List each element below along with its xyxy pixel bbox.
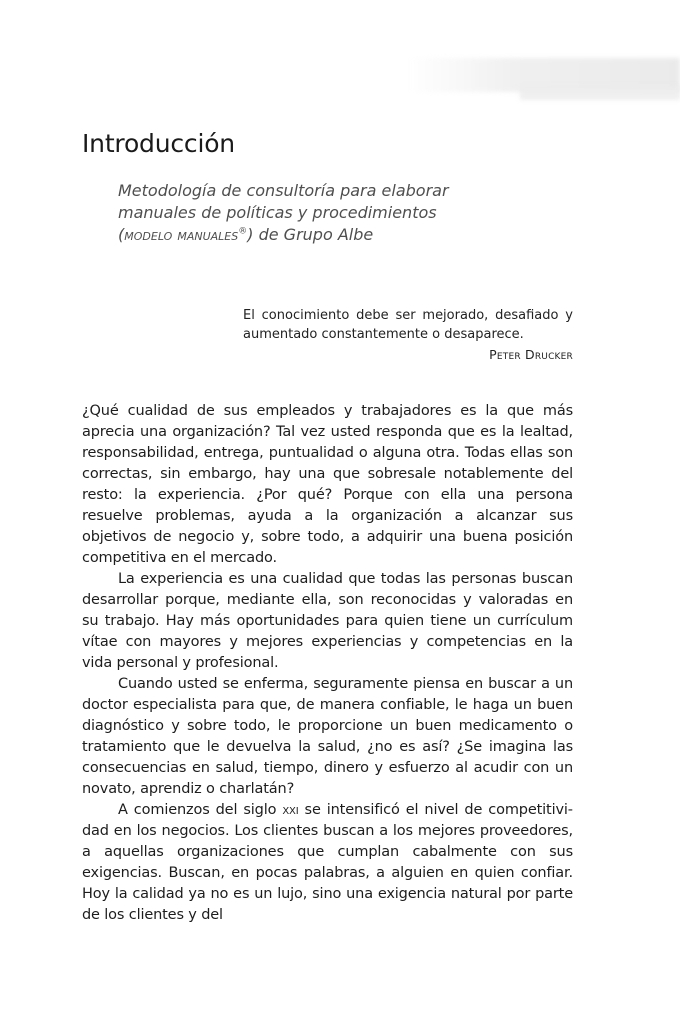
epigraph-quote: El conocimiento debe ser mejorado, desafiado y aumentado constantemente o desaparece. [243, 308, 573, 342]
chapter-title: Introducción [82, 129, 235, 158]
subtitle-line-1: Metodología de consultoría para elaborar [118, 181, 449, 200]
paragraph-4 [82, 800, 573, 926]
body-text [82, 401, 573, 926]
chapter-subtitle [118, 180, 518, 246]
century-numeral: xxi [282, 802, 299, 818]
paragraph-4-start: A comienzos del siglo [118, 802, 283, 818]
epigraph [243, 306, 573, 364]
subtitle-open-paren: ( [118, 225, 125, 244]
registered-mark: ® [238, 226, 248, 237]
epigraph-author: Peter Drucker [489, 347, 573, 362]
subtitle-model-name: modelo manuales [124, 225, 239, 244]
subtitle-line-3-rest: ) de Grupo Albe [247, 225, 374, 244]
subtitle-line-3 [118, 224, 518, 246]
paragraph-3: Cuando usted se enferma, seguramente piensa en buscar a un doctor especialista para que, de manera confiable, le haga un buen diagnóstico y sobre todo, le proporcione un buen medicamento o tratamiento que le devuelva la salud, ¿no es así? ¿Se imagina las consecuencias en salud, tiempo, dinero y esfuerzo al acudir con un novato, aprendiz o charlatán? [82, 676, 573, 797]
paragraph-2: La experiencia es una cualidad que todas las personas buscan desarrollar porque, mediante ella, son reconocidas y valoradas en su trabajo. Hay más oportunidades para quien tiene un currículum vítae con mayores y mejores experiencias y competencias en la vida personal y profesional. [82, 571, 573, 671]
paragraph-1: ¿Qué cualidad de sus empleados y trabajadores es la que más aprecia una organización? Tal vez usted responda que es la lealtad, responsabilidad, entrega, puntualidad o alguna otra. Todas ellas son correctas, sin embargo, hay una que sobresale notablemente del resto: la experiencia. ¿Por qué? Porque con ella una persona resuelve problemas, ayuda a la organización a alcanzar sus objetivos de negocio y, sobre todo, a adquirir una buena posición competitiva en el mercado. [82, 403, 573, 566]
paragraph-4-rest: se intensificó el nivel de competitividad en los negocios. Los clientes buscan a los mejores proveedores, a aquellas organizaciones que cumplan cabalmente con sus exigencias. Buscan, en pocas palabras, a alguien en quien confiar. Hoy la calidad ya no es un lujo, sino una exigencia natural por parte de los clientes y del [82, 802, 573, 923]
bleed-through-shadow [520, 86, 680, 100]
subtitle-line-2: manuales de políticas y procedimientos [118, 203, 437, 222]
